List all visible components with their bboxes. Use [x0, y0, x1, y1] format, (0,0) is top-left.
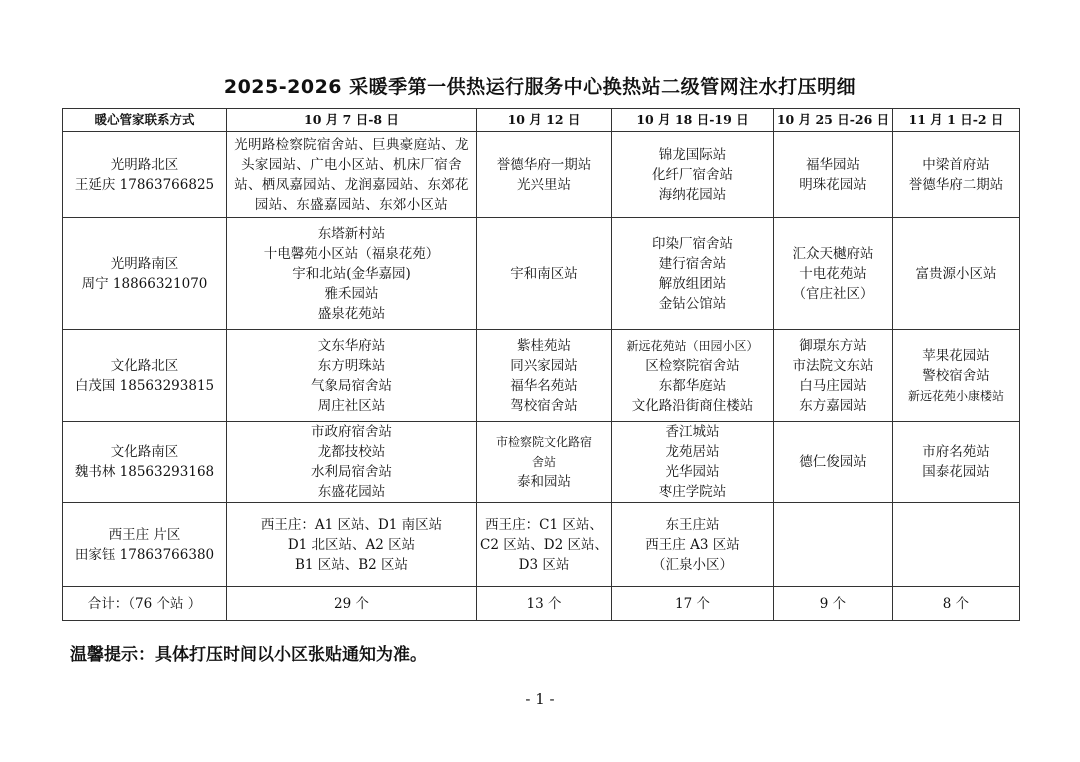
- station: 解放组团站: [658, 275, 727, 292]
- document-title: 2025-2026 采暖季第一供热运行服务中心换热站二级管网注水打压明细: [223, 76, 857, 98]
- stations-cell: [774, 330, 893, 422]
- station: 光华园站: [665, 464, 720, 480]
- area-name: 西王庄 片区: [108, 526, 181, 543]
- station: 泰和园站: [517, 474, 571, 490]
- station: 西王庄 A3 区站: [645, 536, 740, 553]
- total-value: 13 个: [477, 587, 612, 621]
- station: 西王庄：C1 区站、: [485, 516, 603, 533]
- header-date-3: 10 月 18 日-19 日: [612, 109, 774, 132]
- station: 警校宿舍站: [922, 367, 990, 384]
- stations-cell: [477, 422, 612, 503]
- station: 龙都技校站: [317, 444, 386, 460]
- station: 新远花苑站（田园小区）: [626, 338, 759, 353]
- stations-cell: [893, 330, 1020, 422]
- station: 龙苑居站: [665, 444, 720, 460]
- stations-cell: [477, 330, 612, 422]
- page-number: - 1 -: [525, 690, 555, 708]
- station: 化纤厂宿舍站: [652, 166, 733, 183]
- station-list: 光明路检察院宿舍站、巨典豪庭站、龙头家园站、广电小区站、机床厂宿舍站、栖凤嘉园站、龙润嘉园站、东郊花园站、东盛嘉园站、东郊小区站: [234, 136, 469, 213]
- station: 水利局宿舍站: [311, 464, 392, 480]
- header-contact: 暖心管家联系方式: [63, 109, 227, 132]
- station: 誉德华府二期站: [908, 176, 1004, 193]
- stations-cell: [227, 422, 477, 503]
- stations-cell: [774, 218, 893, 330]
- station: 德仁俊园站: [799, 454, 867, 470]
- header-row: [63, 109, 1020, 132]
- station: 誉德华府一期站: [496, 156, 592, 173]
- station: 苹果花园站: [922, 347, 990, 364]
- station: 气象局宿舍站: [311, 377, 392, 394]
- station: D3 区站: [518, 556, 570, 573]
- station: C2 区站、D2 区站、: [480, 536, 608, 553]
- station: 东方嘉园站: [799, 397, 867, 414]
- contact-info: 王延庆 17863766825: [74, 176, 215, 193]
- station: 舍站: [531, 455, 556, 469]
- station: 西王庄：A1 区站、D1 南区站: [260, 516, 443, 533]
- contact-cell: [63, 503, 227, 587]
- station: 宇和南区站: [510, 265, 578, 282]
- stations-cell: [612, 132, 774, 218]
- area-name: 文化路北区: [110, 357, 179, 374]
- station: 雅禾园站: [324, 285, 379, 302]
- total-value: 9 个: [774, 587, 893, 621]
- header-date-2: 10 月 12 日: [477, 109, 612, 132]
- station: 枣庄学院站: [658, 484, 727, 500]
- warm-tip: 温馨提示：具体打压时间以小区张贴通知为准。: [70, 645, 427, 665]
- stations-cell: [477, 132, 612, 218]
- contact-cell: [63, 422, 227, 503]
- station: 明珠花园站: [799, 176, 867, 193]
- station: （官庄社区）: [792, 285, 874, 302]
- header-date-1: 10 月 7 日-8 日: [227, 109, 477, 132]
- stations-cell: [893, 422, 1020, 503]
- stations-cell: [477, 218, 612, 330]
- station: 中梁首府站: [922, 156, 990, 173]
- station: D1 北区站、A2 区站: [287, 536, 416, 553]
- station: 新远花苑小康楼站: [907, 388, 1004, 403]
- table-row: [63, 330, 1020, 422]
- contact-cell: [63, 132, 227, 218]
- stations-cell: [612, 503, 774, 587]
- station: 驾校宿舍站: [510, 397, 578, 414]
- station: 建行宿舍站: [658, 255, 727, 272]
- station: 市政府宿舍站: [311, 424, 392, 440]
- station: 印染厂宿舍站: [652, 235, 733, 252]
- contact-info: 田家钰 17863766380: [74, 546, 215, 563]
- station: （汇泉小区）: [652, 556, 733, 573]
- station: 香江城站: [665, 424, 720, 440]
- station: 御璟东方站: [799, 337, 867, 354]
- table-row: [63, 218, 1020, 330]
- station: 东都华庭站: [658, 377, 727, 394]
- total-value: 8 个: [893, 587, 1020, 621]
- schedule-table: [62, 108, 1020, 621]
- stations-cell: [774, 132, 893, 218]
- area-name: 光明路北区: [110, 156, 179, 173]
- station: 文化路沿街商住楼站: [631, 397, 754, 414]
- area-name: 光明路南区: [110, 255, 179, 272]
- station: 锦龙国际站: [658, 146, 727, 163]
- totals-label: 合计：（76 个站 ）: [63, 587, 227, 621]
- stations-cell: [477, 503, 612, 587]
- station: 富贵源小区站: [915, 265, 997, 282]
- station: 金钻公馆站: [658, 295, 727, 312]
- station: 光兴里站: [517, 176, 571, 193]
- stations-cell: [612, 330, 774, 422]
- totals-row: [63, 587, 1020, 621]
- station: 宇和北站(金华嘉园): [292, 265, 411, 282]
- table-row: [63, 422, 1020, 503]
- area-name: 文化路南区: [110, 444, 179, 460]
- table-row: [63, 503, 1020, 587]
- station: 海纳花园站: [658, 186, 727, 203]
- station: 东塔新村站: [317, 225, 386, 242]
- stations-cell: [774, 422, 893, 503]
- station: 同兴家园站: [510, 357, 578, 374]
- empty-cell: [774, 503, 893, 587]
- total-value: 29 个: [227, 587, 477, 621]
- stations-cell: [227, 218, 477, 330]
- station: 东王庄站: [665, 516, 720, 533]
- header-date-5: 11 月 1 日-2 日: [893, 109, 1020, 132]
- stations-cell: [893, 218, 1020, 330]
- station: 福华名苑站: [510, 377, 578, 394]
- contact-cell: [63, 330, 227, 422]
- station: 紫桂苑站: [517, 337, 571, 354]
- station: 文东华府站: [317, 337, 386, 354]
- stations-cell: [227, 132, 477, 218]
- stations-cell: [227, 503, 477, 587]
- station: 区检察院宿舍站: [645, 357, 740, 374]
- table-row: [63, 132, 1020, 218]
- station: 东盛花园站: [317, 484, 386, 500]
- station: 盛泉花苑站: [317, 305, 386, 322]
- stations-cell: [893, 132, 1020, 218]
- header-date-4: 10 月 25 日-26 日: [774, 109, 893, 132]
- station: 汇众天樾府站: [792, 245, 874, 262]
- station: 东方明珠站: [317, 357, 386, 374]
- station: 国泰花园站: [922, 464, 990, 480]
- station: 周庄社区站: [317, 397, 386, 414]
- station: 市检察院文化路宿: [495, 435, 592, 449]
- station: 白马庄园站: [799, 377, 867, 394]
- station: 福华园站: [806, 156, 860, 173]
- stations-cell: [612, 218, 774, 330]
- station: 市府名苑站: [922, 444, 990, 460]
- station: 十电花苑站: [799, 265, 867, 282]
- contact-cell: [63, 218, 227, 330]
- contact-info: 白茂国 18563293815: [74, 377, 215, 394]
- station: B1 区站、B2 区站: [294, 556, 409, 573]
- total-value: 17 个: [612, 587, 774, 621]
- station: 市法院文东站: [792, 357, 874, 374]
- stations-cell: [227, 330, 477, 422]
- contact-info: 魏书林 18563293168: [74, 464, 215, 480]
- station: 十电馨苑小区站（福泉花苑）: [263, 245, 440, 262]
- stations-cell: [612, 422, 774, 503]
- empty-cell: [893, 503, 1020, 587]
- contact-info: 周宁 18866321070: [81, 275, 208, 292]
